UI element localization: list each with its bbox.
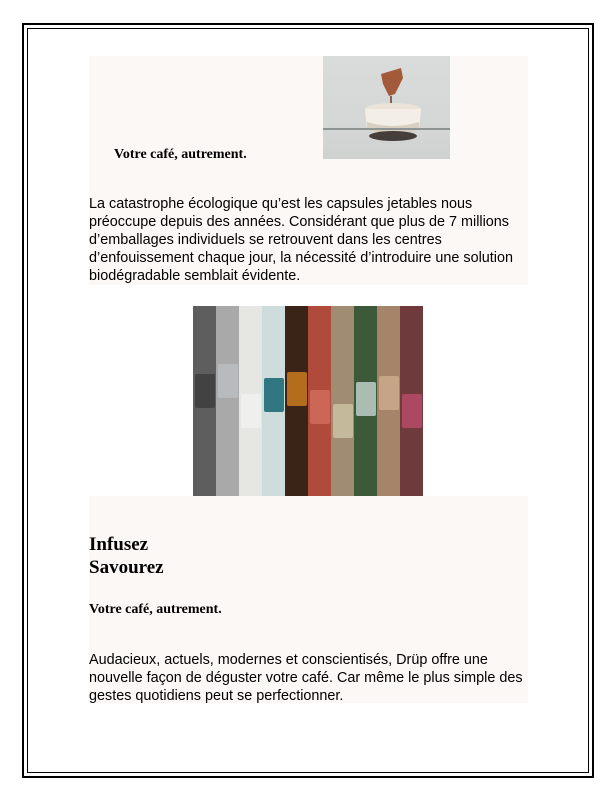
intro-tagline: Votre café, autrement. [114,147,247,162]
headline-line2: Savourez [89,557,164,578]
pouch-1 [195,374,215,408]
strip-2 [216,306,240,496]
strip-7 [331,306,355,496]
pouch-8 [356,382,376,416]
headline-line1: Infusez [89,534,149,555]
intro-paragraph: La catastrophe écologique qu’est les capsules jetables nous préoccupe depuis des années. Considérant que plus de 7 millions d’emballages individuels se retrouvent dans les centres d’enfouissement chaque jour, la nécessité d’introduire une solution biodégradable semblait évidente. [89,196,513,284]
pouch-4 [264,378,284,412]
pouch-2 [218,364,238,398]
product-strips-collage [193,306,423,496]
coffee-bag-illustration [323,56,450,159]
infusez-tagline: Votre café, autrement. [89,602,222,617]
pouch-5 [287,372,307,406]
pouch-6 [310,390,330,424]
pouch-10 [402,394,422,428]
coffee-bag-photo [323,56,450,159]
infusez-paragraph: Audacieux, actuels, modernes et conscientisés, Drüp offre une nouvelle façon de déguster votre café. Car même le plus simple des gestes quotidiens peut se perfectionner. [89,652,523,704]
pouch-7 [333,404,353,438]
pouch-3 [241,394,261,428]
infusez-headline [89,533,164,579]
pouch-9 [379,376,399,410]
product-strips-illustration [193,306,423,496]
